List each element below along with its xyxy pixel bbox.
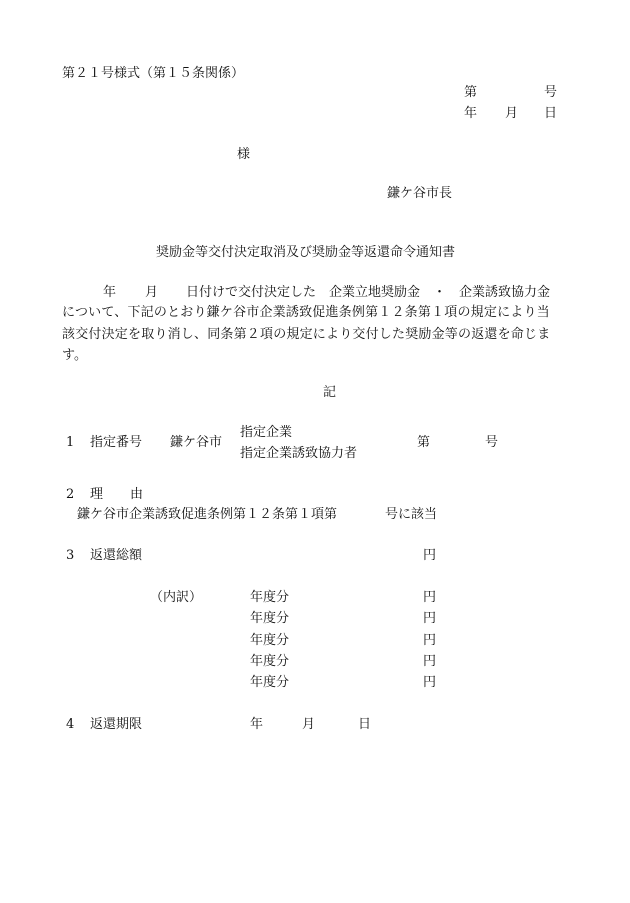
breakdown-yen: 円 [423, 611, 437, 626]
deadline-month: 月 [302, 717, 316, 732]
body-line-1: 日付けで交付決定した 企業立地奨励金 ・ 企業誘致協力金 [186, 285, 551, 300]
section-2-label-b: 由 [130, 487, 144, 502]
section-4-number: 4 [66, 717, 75, 732]
section-2-label-a: 理 [90, 487, 104, 502]
addressee-sama: 様 [237, 147, 251, 162]
ki-heading: 記 [323, 385, 337, 400]
section-1-no-prefix: 第 [417, 435, 431, 450]
date-month: 月 [505, 106, 519, 121]
section-3-label: 返還総額 [90, 548, 143, 563]
document-title: 奨励金等交付決定取消及び奨励金等返還命令通知書 [156, 245, 456, 260]
doc-number-prefix: 第 [464, 85, 478, 100]
breakdown-yen: 円 [423, 633, 437, 648]
section-2-text: 鎌ケ谷市企業誘致促進条例第１２条第１項第 [77, 507, 338, 522]
section-4-label: 返還期限 [90, 717, 143, 732]
body-line-3: 該交付決定を取り消し、同条第２項の規定により交付した奨励金等の返還を命じま [62, 327, 551, 342]
doc-number-suffix: 号 [544, 85, 558, 100]
sender-name: 鎌ケ谷市長 [387, 186, 453, 201]
breakdown-period: 年度分 [250, 675, 290, 690]
section-1-city: 鎌ケ谷市 [170, 435, 223, 450]
body-line-2: について、下記のとおり鎌ケ谷市企業誘致促進条例第１２条第１項の規定により当 [62, 305, 550, 320]
section-1-label: 指定番号 [90, 435, 143, 450]
body-month: 月 [145, 285, 159, 300]
body-line-4: す。 [62, 348, 87, 363]
deadline-year: 年 [250, 717, 264, 732]
section-1-no-suffix: 号 [485, 435, 499, 450]
date-day: 日 [544, 106, 558, 121]
date-year: 年 [464, 106, 478, 121]
form-number: 第２１号様式（第１５条関係） [62, 66, 245, 81]
breakdown-yen: 円 [423, 590, 437, 605]
section-1-option-cooperator: 指定企業誘致協力者 [240, 446, 358, 461]
breakdown-period: 年度分 [250, 590, 290, 605]
section-2-number: 2 [66, 487, 75, 502]
breakdown-yen: 円 [423, 654, 437, 669]
section-1-number: 1 [66, 435, 75, 450]
breakdown-period: 年度分 [250, 633, 290, 648]
section-2-text-end: 号に該当 [385, 507, 438, 522]
breakdown-period: 年度分 [250, 654, 290, 669]
breakdown-period: 年度分 [250, 611, 290, 626]
section-1-option-company: 指定企業 [240, 425, 293, 440]
deadline-day: 日 [358, 717, 372, 732]
breakdown-yen: 円 [423, 675, 437, 690]
body-year: 年 [103, 285, 117, 300]
section-3-number: 3 [66, 548, 75, 563]
section-3-breakdown-label: （内訳） [150, 590, 203, 605]
section-3-total-yen: 円 [423, 548, 437, 563]
